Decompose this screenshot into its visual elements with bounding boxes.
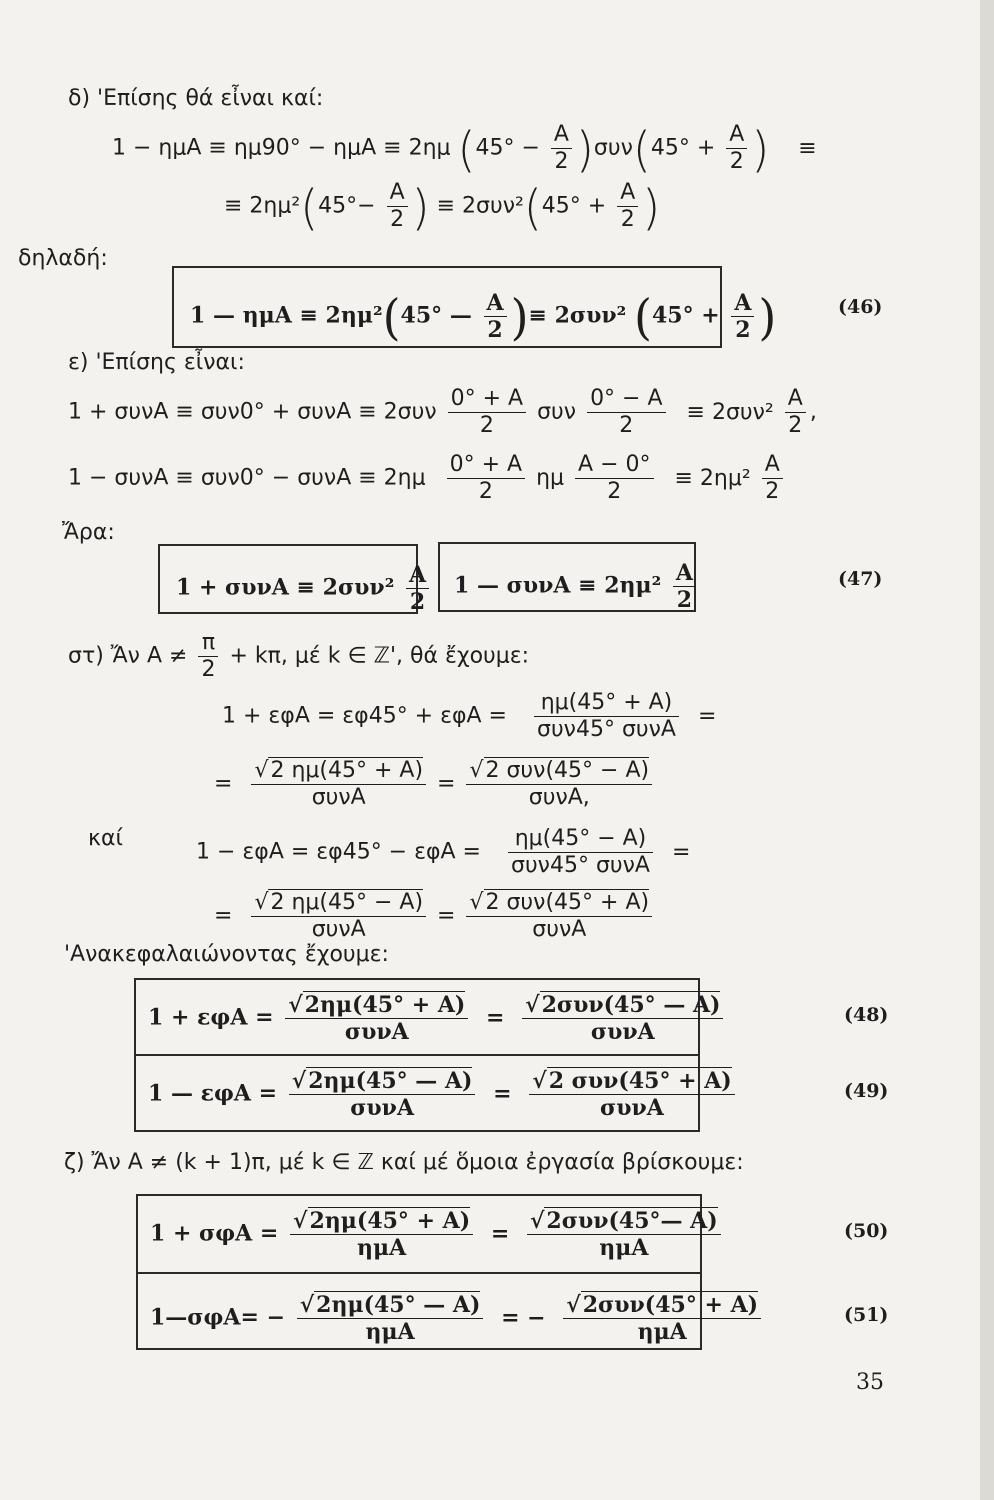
anakef-label: 'Ανακεφαλαιώνοντας ἔχουμε: bbox=[64, 942, 389, 967]
dilladi-label: δηλαδή: bbox=[18, 246, 108, 271]
box-divider bbox=[134, 1054, 700, 1056]
page-number: 35 bbox=[856, 1370, 884, 1395]
equation-st-1: 1 + εφΑ = εφ45° + εφΑ = $\frac{\eta\mu(45^\circ + A)}{\text{συν45° συνΑ}}$ = bbox=[222, 690, 717, 742]
formula-48: 1 + εφΑ = $\frac{√2\eta\mu(45^\circ + A)}{\text{συνΑ}}$ = $\frac{\text{√2συν(45° — Α)}}{\text{συνΑ}}$ bbox=[148, 992, 727, 1045]
label-51: (51) bbox=[844, 1304, 889, 1326]
equation-delta-2: ≡ 2ημ²(45°− $\frac{A}{2}$ ) ≡ 2συν²(45° + $\frac{A}{2}$ ) bbox=[224, 178, 661, 235]
kai-label: καί bbox=[88, 826, 123, 851]
label-50: (50) bbox=[844, 1220, 889, 1242]
equation-st-3: 1 − εφΑ = εφ45° − εφΑ = $\frac{\eta\mu(45^\circ - A)}{\text{συν45° συνΑ}}$ = bbox=[196, 826, 691, 878]
label-49: (49) bbox=[844, 1080, 889, 1102]
formula-46: 1 — ημΑ ≡ 2ημ²(45° — $\frac{A}{2}$ )≡ 2συν² (45° + $\frac{A}{2}$ ) bbox=[190, 288, 777, 345]
equation-eps-1: 1 + συνΑ ≡ συν0° + συνΑ ≡ 2συν $\frac{0^\circ + A}{2}$ συν $\frac{0^\circ - A}{2}$ ≡ 2συν² $\frac{A}{2}$ , bbox=[68, 386, 817, 438]
page-edge bbox=[980, 0, 994, 1500]
st-heading: στ) Ἄν Α ≠ $\frac{\pi}{2}$ + kπ, μέ k ∈ ℤ', θά ἔχουμε: bbox=[68, 630, 530, 682]
zeta-heading: ζ) Ἄν Α ≠ (k + 1)π, μέ k ∈ ℤ καί μέ ὅμοια ἐργασία βρίσκουμε: bbox=[64, 1150, 744, 1175]
equation-eps-2: 1 − συνΑ ≡ συν0° − συνΑ ≡ 2ημ $\frac{0^\circ + A}{2}$ ημ $\frac{A - 0^\circ}{2}$ ≡ 2ημ² $\frac{A}{2}$ bbox=[68, 452, 787, 505]
delta-heading: δ) 'Επίσης θά εἶναι καί: bbox=[68, 86, 324, 111]
formula-47b: 1 — συνΑ ≡ 2ημ² $\frac{A}{2}$ bbox=[454, 560, 700, 613]
box-divider-2 bbox=[136, 1272, 702, 1274]
formula-51: 1—σφΑ= − $\frac{√2\eta\mu(45^\circ — A)}{\text{ημΑ}}$ = − $\frac{\text{√2συν(45° + Α)}}{\text{ημΑ}}$ bbox=[150, 1292, 765, 1345]
formula-47a: 1 + συνΑ ≡ 2συν² $\frac{A}{2}$ bbox=[176, 562, 433, 615]
epsilon-heading: ε) 'Επίσης εἶναι: bbox=[68, 350, 245, 375]
label-47: (47) bbox=[838, 568, 883, 590]
ara-label: Ἄρα: bbox=[62, 520, 115, 545]
equation-st-4: = $\frac{√2 \eta\mu(45^\circ - A)}{\text{συνΑ}}$ = $\frac{\text{√2 συν(45° + Α)}}{\text{συνΑ}}$ bbox=[214, 890, 656, 943]
label-48: (48) bbox=[844, 1004, 889, 1026]
equation-st-2: = $\frac{√2 \eta\mu(45^\circ + A)}{\text{συνΑ}}$ = $\frac{\text{√2 συν(45° − Α)}}{\text{συνΑ,}}$ bbox=[214, 758, 656, 811]
label-46: (46) bbox=[838, 296, 883, 318]
equation-delta-1: 1 − ημΑ ≡ ημ90° − ημΑ ≡ 2ημ (45° − $\frac{A}{2}$ )συν(45° + $\frac{A}{2}$ ) ≡ bbox=[112, 120, 817, 177]
formula-50: 1 + σφΑ = $\frac{√2\eta\mu(45^\circ + A)}{\text{ημΑ}}$ = $\frac{\text{√2συν(45°— Α)}}{\text{ημΑ}}$ bbox=[150, 1208, 725, 1261]
formula-49: 1 — εφΑ = $\frac{√2\eta\mu(45^\circ — A)}{\text{συνΑ}}$ = $\frac{\text{√2 συν(45° + Α)}}{\text{συνΑ}}$ bbox=[148, 1068, 739, 1121]
